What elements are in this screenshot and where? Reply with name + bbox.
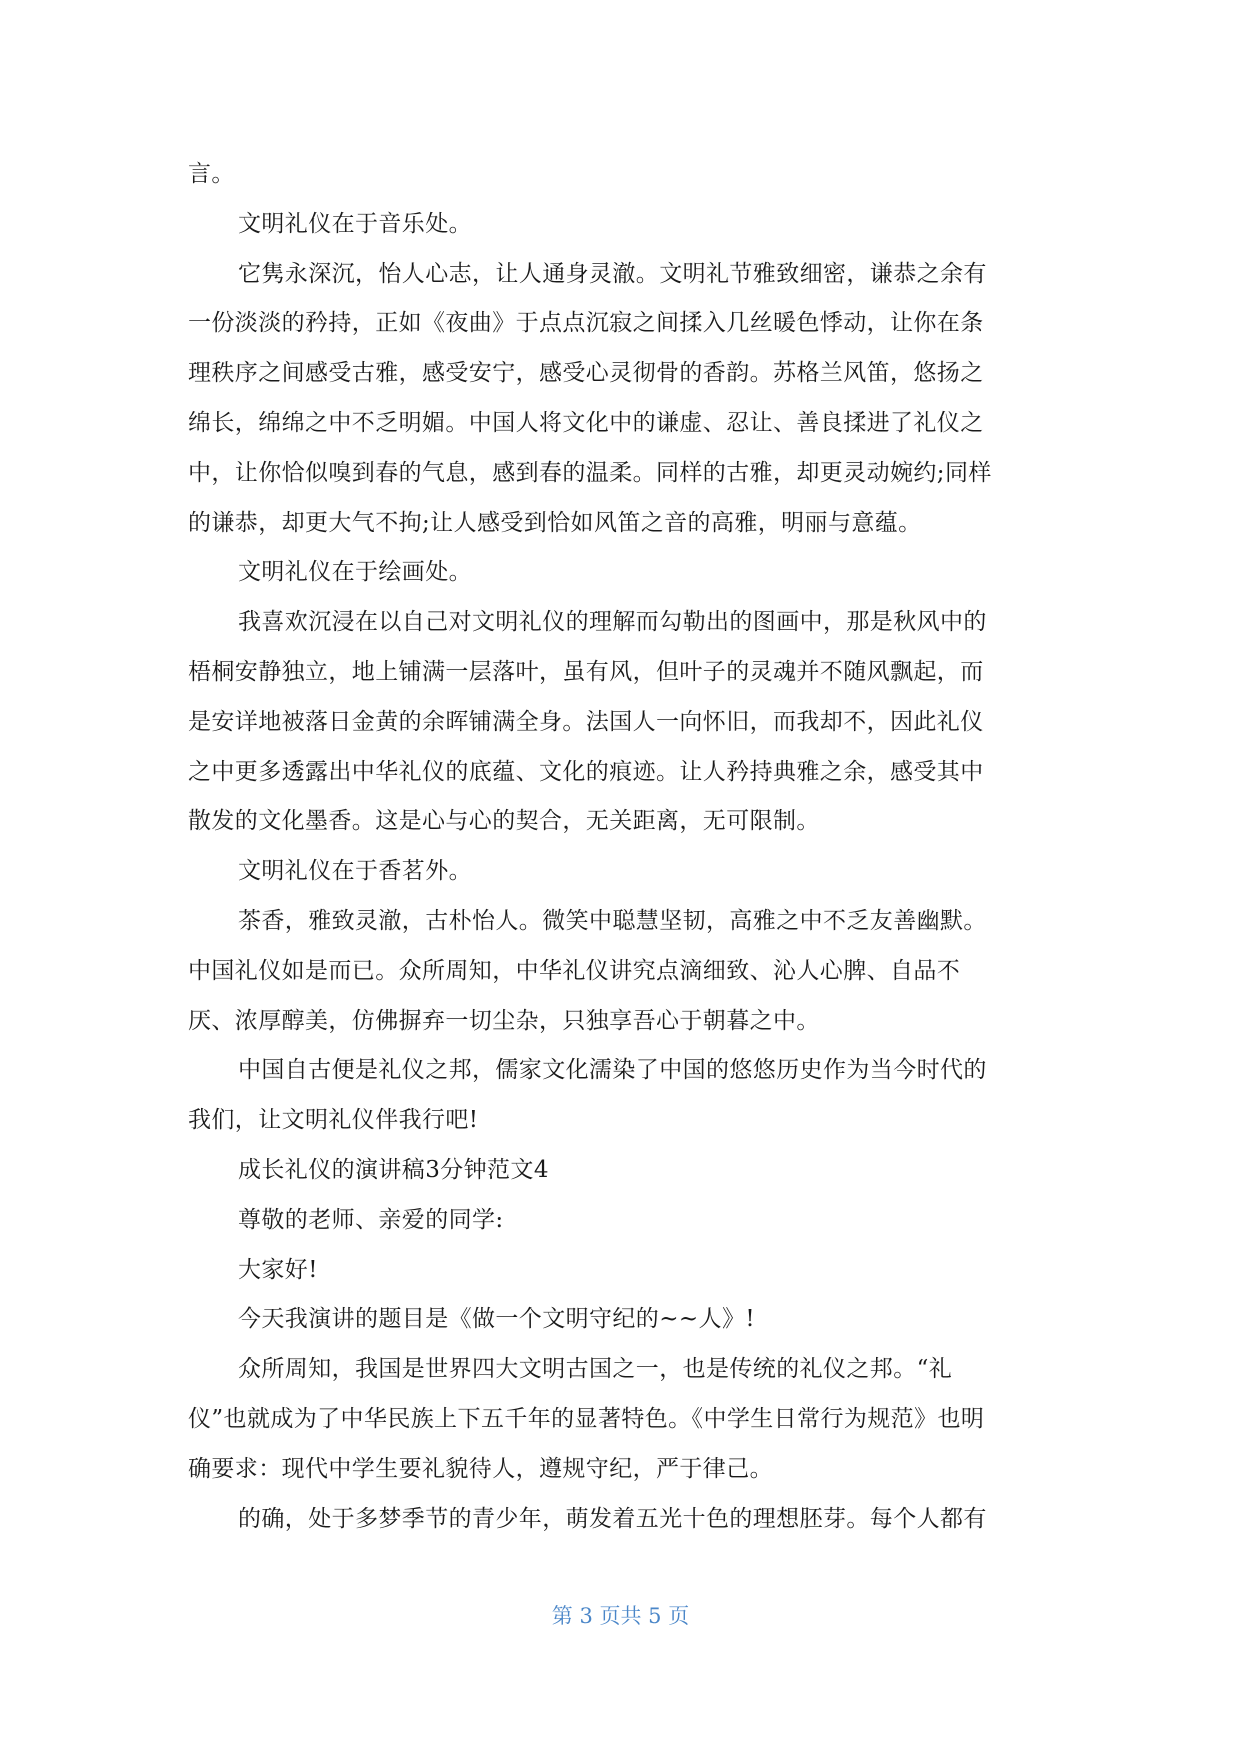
document-body [188,150,1050,1544]
text-line: 我们，让文明礼仪伴我行吧! [188,1107,479,1134]
text-line: 散发的文化墨香。这是心与心的契合，无关距离，无可限制。 [188,808,820,835]
text-line: 理秩序之间感受古雅，感受安宁，感受心灵彻骨的香韵。苏格兰风笛，悠扬之 [188,360,984,387]
text-line: 厌、浓厚醇美，仿佛摒弃一切尘杂，只独享吾心于朝暮之中。 [188,1007,820,1034]
text-line: 文明礼仪在于香茗外。 [238,858,472,885]
text-line: 文明礼仪在于音乐处。 [238,210,472,237]
text-line: 绵长，绵绵之中不乏明媚。中国人将文化中的谦虚、忍让、善良揉进了礼仪之 [188,409,984,436]
text-line: 众所周知，我国是世界四大文明古国之一，也是传统的礼仪之邦。“礼 [238,1356,953,1383]
text-line: 梧桐安静独立，地上铺满一层落叶，虽有风，但叶子的灵魂并不随风飘起，而 [188,658,984,685]
text-line: 一份淡淡的矜持，正如《夜曲》于点点沉寂之间揉入几丝暖色悸动，让你在条 [188,310,984,337]
text-line: 的确，处于多梦季节的青少年，萌发着五光十色的理想胚芽。每个人都有 [238,1505,987,1532]
text-line: 我喜欢沉浸在以自己对文明礼仪的理解而勾勒出的图画中，那是秋风中的 [238,609,987,636]
text-line: 文明礼仪在于绘画处。 [238,559,472,586]
text-line: 之中更多透露出中华礼仪的底蕴、文化的痕迹。让人矜持典雅之余，感受其中 [188,758,984,785]
text-line: 成长礼仪的演讲稿3分钟范文4 [238,1156,549,1183]
page-number-footer: 第 3 页共 5 页 [551,1604,690,1628]
text-line: 尊敬的老师、亲爱的同学: [238,1206,504,1233]
text-line: 确要求：现代中学生要礼貌待人，遵规守纪，严于律己。 [188,1455,773,1482]
text-line: 它隽永深沉，怡人心志，让人通身灵澈。文明礼节雅致细密，谦恭之余有 [238,260,987,287]
text-line: 是安详地被落日金黄的余晖铺满全身。法国人一向怀旧，而我却不，因此礼仪 [188,708,984,735]
text-line: 今天我演讲的题目是《做一个文明守纪的~~人》! [238,1306,755,1333]
text-line: 中，让你恰似嗅到春的气息，感到春的温柔。同样的古雅，却更灵动婉约;同样 [188,459,992,486]
text-line: 言。 [188,161,235,187]
text-line: 茶香，雅致灵澈，古朴怡人。微笑中聪慧坚韧，高雅之中不乏友善幽默。 [238,907,987,934]
text-line: 仪”也就成为了中华民族上下五千年的显著特色。《中学生日常行为规范》也明 [188,1405,985,1432]
text-line: 中国礼仪如是而已。众所周知，中华礼仪讲究点滴细致、沁人心脾、自品不 [188,957,961,984]
text-line: 大家好! [238,1256,318,1283]
text-line: 的谦恭，却更大气不拘;让人感受到恰如风笛之音的高雅，明丽与意蕴。 [188,509,922,536]
text-line: 中国自古便是礼仪之邦，儒家文化濡染了中国的悠悠历史作为当今时代的 [238,1057,987,1084]
